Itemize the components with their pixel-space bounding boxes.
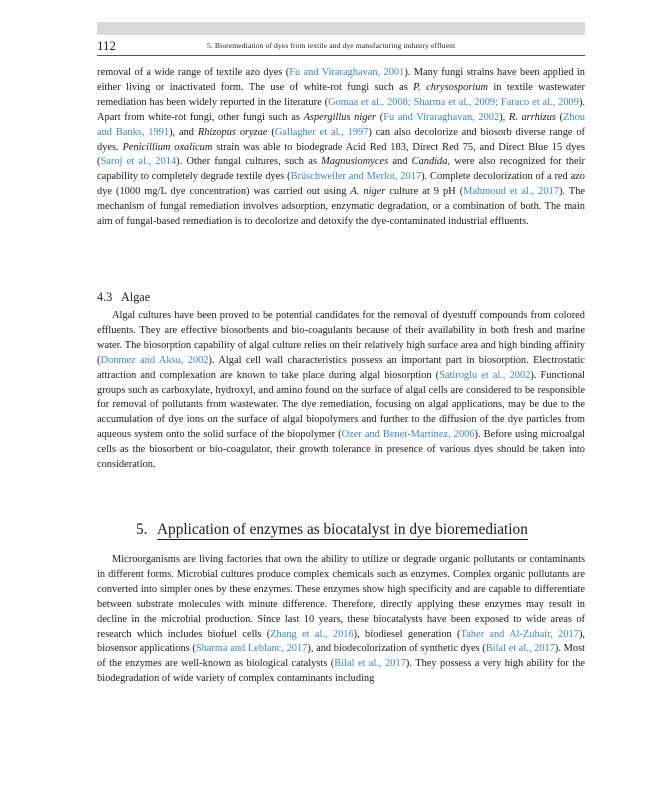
citation-link[interactable]: Saroj et al., 2014 [100, 156, 177, 168]
page-number: 112 [97, 38, 117, 53]
citation-link[interactable]: Donmez and Aksu, 2002 [100, 354, 209, 366]
header-rule [97, 55, 585, 56]
section-title: Algae [121, 290, 151, 304]
citation-link[interactable]: Fu and Viraraghavan, 2001 [289, 67, 405, 78]
section-heading-enzymes [136, 520, 528, 540]
citation-link[interactable]: Gallagher et al., 1997 [274, 126, 369, 138]
citation-link[interactable]: Bilal et al., 2017 [334, 658, 406, 670]
paragraph-enzymes: Microorganisms are living factories that own the ability to utilize or degrade organic pollutants or contaminants in different forms. Microbial cultures produce complex chemicals such as enzymes. Complex organic pollutants are converted into simpler ones by these enzymes. These enzymes show high specificity and are capable to differentiate between substrate molecules with minute difference. Therefore, directly applying these enzymes may result in decline in the microbial production. Since last 10 years, these biocatalysts have been exposed to wide areas of research which includes biofuel cells (Zhang et al., 2016), biodiesel generation (Taher and Al-Zuhair, 2017), biosensor applications (Sharma and Leblanc, 2017), and biodecolorization of synthetic dyes (Bilal et al., 2017). Most of the enzymes are well-known as biological catalysts (Bilal et al., 2017). They possess a very high ability for the biodegradation of wide variety of complex contaminants including [97, 554, 586, 685]
header-band [97, 22, 585, 35]
section-number: 4.3 [97, 290, 113, 304]
running-title: 5. Bioremediation of dyes from textile and dye manufacturing industry effluent [207, 41, 456, 50]
citation-link[interactable]: Fu and Viraraghavan, 2002 [383, 111, 500, 123]
section-number: 5. [136, 521, 148, 538]
citation-link[interactable]: Bilal et al., 2017 [485, 643, 555, 655]
section-title: Application of enzymes as biocatalyst in dye bioremediation [157, 521, 528, 538]
paragraph-fungi: removal of a wide range of textile azo dyes (Fu and Viraraghavan, 2001). Many fungi strains have been applied in either living or inactivated form. The use of white-rot fungi such as P. chrysosporium in textile wastewater remediation has been widely reported in the literature (Gomaa et al., 2008; Sharma et al., 2009; Faraco et al., 2009). Apart from white-rot fungi, other fungi such as Aspergillus niger (Fu and Viraraghavan, 2002), R. arrhizus (Zhou and Banks, 1991), and Rhizopus oryzae (Gallagher et al., 1997) can also decolorize and biosorb diverse range of dyes. Penicillium oxalicum strain was able to biodegrade Acid Red 183, Direct Red 75, and Direct Blue 15 dyes (Saroj et al., 2014). Other fungal cultures, such as Magnusiomyces and Candida, were also recognized for their capability to completely degrade textile dyes (Brüschweiler and Merlot, 2017). Complete decolorization of a red azo dye (1000 mg/L dye concentration) was carried out using A. niger culture at 9 pH (Mahmoud et al., 2017). The mechanism of fungal remediation involves adsorption, enzymatic degradation, or a combination of both. The main aim of fungal-based remediation is to decolorize and detoxify the dye-contaminated industrial effluents. [97, 67, 586, 228]
citation-link[interactable]: Zhang et al., 2016 [270, 628, 354, 640]
citation-link[interactable]: Gomaa et al., 2008; Sharma et al., 2009; Faraco et al., 2009 [328, 96, 579, 108]
section-heading-algae [97, 289, 150, 305]
citation-link[interactable]: Ozer and Benet-Martinez, 2006 [341, 429, 475, 441]
citation-link[interactable]: Brüschweiler and Merlot, 2017 [290, 171, 422, 183]
paragraph-algae: Algal cultures have been proved to be potential candidates for the removal of dyestuff compounds from colored effluents. They are effective biosorbents and bio-coagulants because of their availability in both fresh and marine water. The biosorption capability of algal culture relies on their relatively high surface area and high binding affinity (Donmez and Aksu, 2002). Algal cell wall characteristics possess an important part in biosorption. Electrostatic attraction and complexation are known to take place during algal biosorption (Satiroglu et al., 2002). Functional groups such as carboxylate, hydroxyl, and amino found on the surface of algal cells are considered to be responsible for removal of pollutants from wastewater. The dye remediation, focusing on algal applications, may be due to the accumulation of dye ions on the surface of algal biopolymers and further to the diffusion of the dye particles from aqueous system onto the solid surface of the biopolymer (Ozer and Benet-Martinez, 2006). Before using microalgal cells as the biosorbent or bio-coagulator, their growth tolerance in presence of various dyes should be taken into consideration. [97, 310, 586, 471]
citation-link[interactable]: Taher and Al-Zuhair, 2017 [460, 628, 579, 640]
citation-link[interactable]: Mahmoud et al., 2017 [463, 186, 559, 198]
citation-link[interactable]: Satiroglu et al., 2002 [439, 369, 531, 381]
running-head [97, 38, 585, 54]
citation-link[interactable]: Sharma and Leblanc, 2017 [195, 643, 308, 655]
citation-link[interactable]: Zhou and Banks, 1991 [97, 111, 585, 138]
